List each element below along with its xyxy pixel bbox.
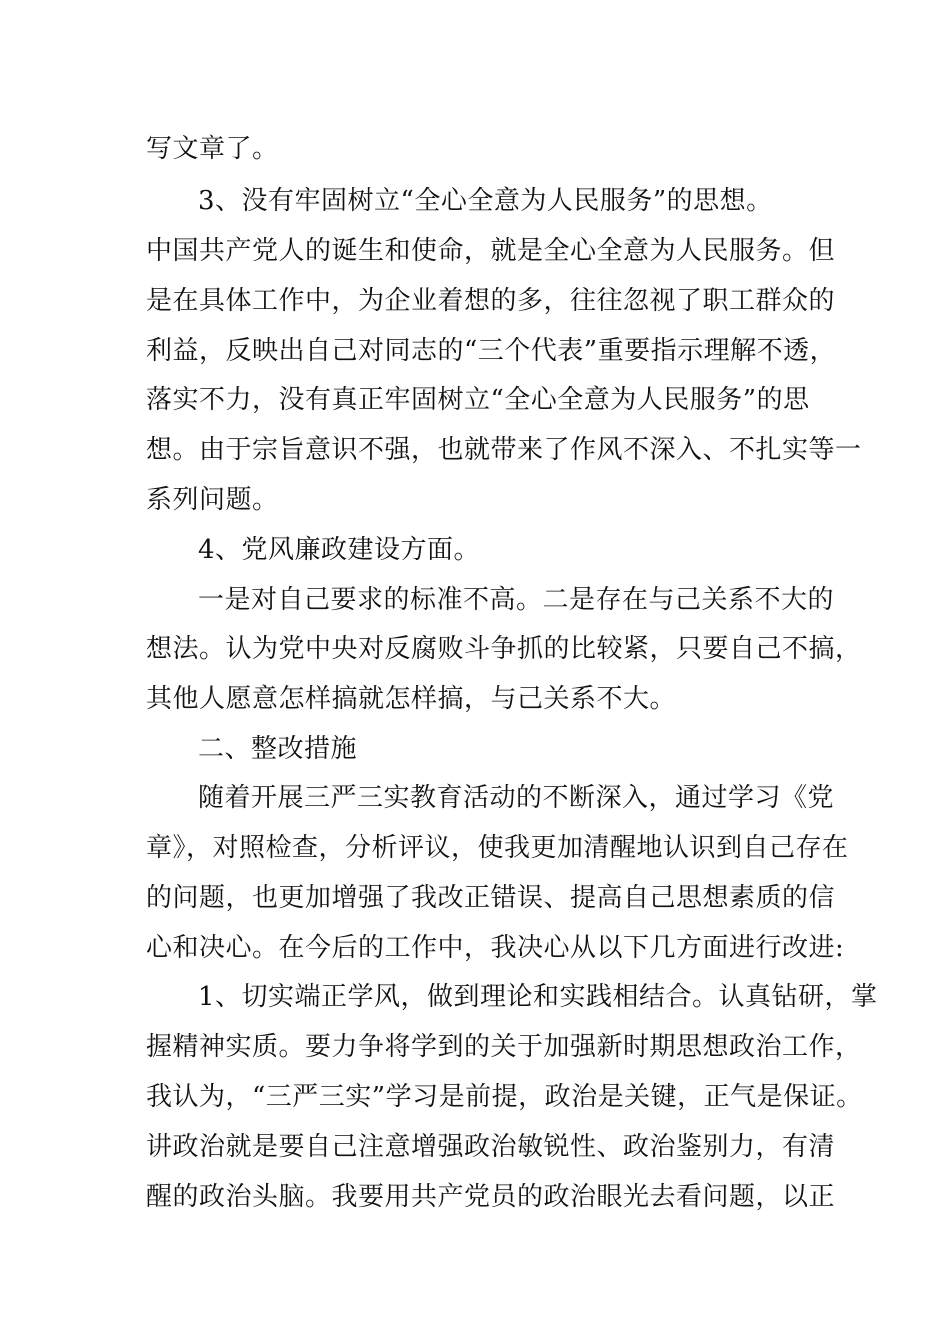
text-line-10: 一是对自己要求的标准不高。二是存在与己关系不大的 (198, 585, 835, 615)
text-line-15: 章》，对照检查，分析评议，使我更加清醒地认识到自己存在 (146, 833, 849, 863)
text-line-11: 想法。认为党中央对反腐败斗争抓的比较紧，只要自己不搞， (146, 634, 862, 664)
text-line-14: 随着开展三严三实教育活动的不断深入，通过学习《党 (198, 783, 835, 813)
text-line-5: 利益，反映出自己对同志的“三个代表”重要指示理解不透， (146, 336, 837, 366)
text-line-18: 1、切实端正学风，做到理论和实践相结合。认真钻研，掌 (198, 982, 878, 1012)
text-line-7: 想。由于宗旨意识不强，也就带来了作风不深入、不扎实等一 (146, 435, 862, 465)
text-line-16: 的问题，也更加增强了我改正错误、提高自己思想素质的信 (146, 883, 836, 913)
text-line-19: 握精神实质。要力争将学到的关于加强新时期思想政治工作， (146, 1032, 862, 1062)
text-line-13: 二、整改措施 (198, 734, 358, 764)
text-line-1: 写文章了。 (146, 134, 279, 164)
text-line-6: 落实不力，没有真正牢固树立“全心全意为人民服务”的思 (146, 385, 810, 415)
text-line-21: 讲政治就是要自己注意增强政治敏锐性、政治鉴别力，有清 (146, 1132, 836, 1162)
text-line-2: 3、没有牢固树立“全心全意为人民服务”的思想。 (198, 186, 773, 216)
text-line-22: 醒的政治头脑。我要用共产党员的政治眼光去看问题，以正 (146, 1182, 836, 1212)
text-line-17: 心和决心。在今后的工作中，我决心从以下几方面进行改进: (146, 933, 845, 963)
text-line-3: 中国共产党人的诞生和使命，就是全心全意为人民服务。但 (146, 236, 836, 266)
text-line-20: 我认为，“三严三实”学习是前提，政治是关键，正气是保证。 (146, 1082, 863, 1112)
text-line-9: 4、党风廉政建设方面。 (198, 535, 481, 565)
text-line-12: 其他人愿意怎样搞就怎样搞，与己关系不大。 (146, 684, 677, 714)
text-line-8: 系列问题。 (146, 485, 279, 515)
text-line-4: 是在具体工作中，为企业着想的多，往往忽视了职工群众的 (146, 286, 836, 316)
